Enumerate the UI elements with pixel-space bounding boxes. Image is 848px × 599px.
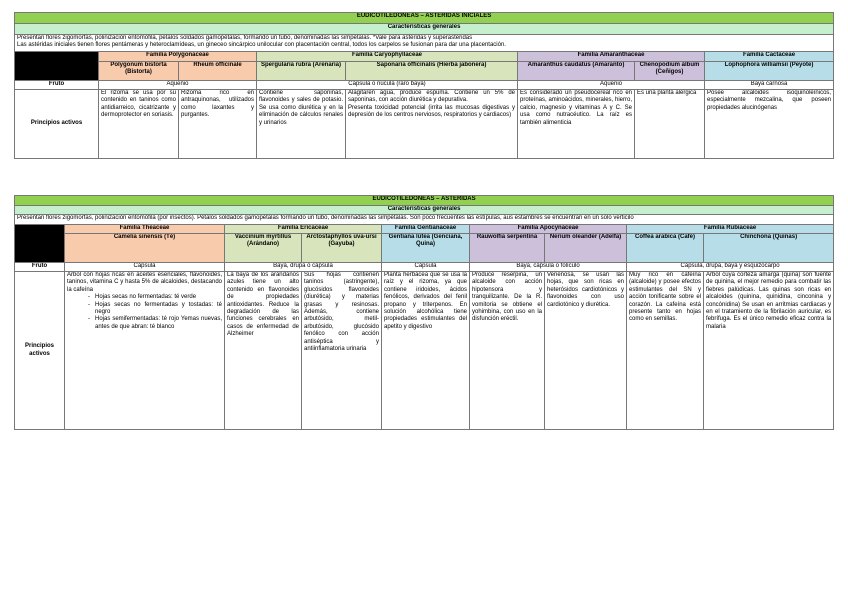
species-header: Chinchona (Quinas) (704, 234, 834, 263)
fruit-value: Baya carnosa (705, 81, 834, 90)
principle-cell: El rizoma se usa por su contenido en taninos como antidiarreico, cicatrizante y dermoprotector en soriasis. (99, 90, 179, 159)
principle-cell: Árbol con hojas ricas en aceites esenciales, flavonoides, taninos, vitamina C y hasta 5% de alcaloides, destacando la cafeína - Hojas secas no fermentadas: té verde - Hojas secas no fermentadas y tostadas: té negro - Hojas semifermentadas: té rojo Yemas nuevas, antes de que abran: té blanco (65, 272, 225, 430)
family-header: Familia Amaranthaceae (518, 52, 705, 62)
family-header: Familia Rubiaceae (627, 225, 834, 234)
list-item: - Hojas semifermentadas: té rojo Yemas nuevas, antes de que abran: té blanco (95, 316, 222, 331)
principle-cell: Venenosa, se usan las hojas, que son ricas en heterósidos cardiotónicos y flavonoides con uso cardiotónico y diurética. (545, 272, 627, 430)
species-header: Arctostaphyllos uva-ursi (Gayuba) (302, 234, 382, 263)
fruit-value: Cápsula (382, 263, 470, 272)
fruit-value: Cápsula o núcula (raro baya) (257, 81, 518, 90)
list-item: - Hojas secas no fermentadas y tostadas: té negro (95, 302, 222, 317)
fruit-value: Cápsula, drupa, baya y esquizocarpo (627, 263, 834, 272)
list-item: - Hojas secas no fermentadas: té verde (95, 294, 222, 301)
principles-label: Principios activos (15, 272, 65, 430)
species-header: Saponaria officinalis (Hierba jabonera) (346, 62, 518, 81)
fruit-label: Fruto (15, 263, 65, 272)
principle-cell: Posee alcaloides isoquinoleínicos, especialmente mezcalina, que poseen propiedades alucinógenas (705, 90, 834, 159)
fruit-value: Aquenio (518, 81, 705, 90)
fruit-value: Baya, drupa o cápsula (225, 263, 382, 272)
asteridas-iniciales-table (14, 12, 834, 159)
principle-cell: Es una planta alérgica (635, 90, 705, 159)
principle-cell: Sus hojas contienen taninos (astringente), glucósidos flavonoides (diurética) y materias grasas y resinosas. Además, contiene arbutósido, metil-arbutósido, glucósido fenólico con acción antiséptica y antiinflamatoria urinaria (302, 272, 382, 430)
corner-cell (15, 225, 65, 263)
family-header: Familia Cactaceae (705, 52, 834, 62)
family-header: Familia Theaceae (65, 225, 225, 234)
species-header: Rauwolfia serpentina (470, 234, 545, 263)
species-header: Vaccinium myrtillus (Arándano) (225, 234, 302, 263)
principles-label: Principios activos (15, 90, 99, 159)
table-title: EUDICOTILEDÓNEAS – ASTÉRIDAS (15, 196, 834, 206)
principle-cell: Es considerado un pseudocereal rico en proteínas, aminoácidos, minerales, hierro, calcio, magnesio y vitaminas A y C. Se usa como nutracéutico. La raíz es también alimenticia (518, 90, 635, 159)
species-header: Spergularia rubra (Arenaria) (257, 62, 346, 81)
species-header: Nerium oleander (Adelfa) (545, 234, 627, 263)
tea-types-list (67, 294, 222, 331)
family-header: Familia Polygonaceae (99, 52, 257, 62)
fruit-value: Aquenio (99, 81, 257, 90)
general-text: Presentan flores zigomorfas, polinización entomófila (por insectos). Pétalos soldados gamopétalas formando un tubo, denominadas las simpétalas. Son poco frecuentes las estípulas, aus estambres se encuentran en un solo verticilo (15, 215, 834, 225)
principle-cell: Produce reserpina, un alcaloide con acción hipotensora y tranquilizante. De la R. vomitoria se obtiene el yohimbina, con uso en la disfunción eréctil. (470, 272, 545, 430)
species-header: Polygonum bistorta (Bistorta) (99, 62, 179, 81)
family-header: Familia Ericaceae (225, 225, 382, 234)
species-header: Camelia sinensis (Té) (65, 234, 225, 263)
fruit-value: Baya, cápsula o folículo (470, 263, 627, 272)
corner-cell (15, 52, 99, 81)
principle-cell: Alagitaren agua, produce espuma. Contiene un 5% de saponinas, con acción diurética y depurativa. Presenta toxicidad potencial (irrita las mucosas digestivas y depresión de los centros nerviosos, respiratorios y cardiacos) (346, 90, 518, 159)
table-title: EUDICOTILEDÓNEAS – ASTÉRIDAS INICIALES (15, 13, 834, 24)
principle-cell: Contiene saponinas, flavonoides y sales de potasio. Se usa como diurética y en la eliminación de cálculos renales y urinarios (257, 90, 346, 159)
principle-cell: La baya de los arándanos azules tiene un alto contenido en flavonoides de propiedades antioxidantes. Reduce la degradación de las funciones cerebrales en casos de enfermedad de Alzheimer (225, 272, 302, 430)
principle-cell: Muy rico en cafeína (alcaloide) y posee efectos estimulantes del SN y acción tonificante sobre el corazón. La cafeína está presente tanto en hojas como en semillas. (627, 272, 704, 430)
principle-cell: Rizoma rico en antraquinonas, utilizados como laxantes y purgantes. (179, 90, 257, 159)
species-header: Lophophora williamsii (Peyote) (705, 62, 834, 81)
species-header: Rheum officinale (179, 62, 257, 81)
fruit-value: Cápsula (65, 263, 225, 272)
general-text: Presentan flores zigomorfas, polinización entomófila, pétalos soldados gamopétalas, formando un tubo, denominadas las simpétalas. *Vale para astéridas y superastéridas Las astéridas iniciales tienen flores pentámeras y heteroclamídeas, un gineceo sincárpico unilocular con placentación central, todos los carpelos se fusionan para dar una placentación. (15, 35, 834, 52)
family-header: Familia Gentianaceae (382, 225, 470, 234)
species-header: Coffea arabica (Café) (627, 234, 704, 263)
family-header: Familia Apocynaceae (470, 225, 627, 234)
principle-cell: Planta herbácea que se usa la raíz y el rizoma, ya que contiene iridoides, ácidos fenólicos, derivados del fenil propano y triterpenos. En solución alcohólica tiene propiedades estimulantes del apetito y digestivo (382, 272, 470, 430)
fruit-label: Fruto (15, 81, 99, 90)
general-label: Características generales (15, 206, 834, 215)
principle-cell: Árbol cuya corteza amarga (quina) son fuente de quinina, el mejor remedio para combatir las fiebres palúdicas. Las quinas son ricas en alcaloides (quinina, quinidina, cinconina y concónidina) Se usan en arritmias cardiacas y en el tratamiento de la fibrilación auricular, es febrífuga. Es el único remedio eficaz contra la malaria (704, 272, 834, 430)
family-header: Familia Caryophyllaceae (257, 52, 518, 62)
species-header: Chenopodium álbum (Ceñigos) (635, 62, 705, 81)
species-header: Amaranthus caudatus (Amaranto) (518, 62, 635, 81)
species-header: Gentiana lútea (Genciana, Quina) (382, 234, 470, 263)
asteridas-table (14, 195, 834, 430)
general-label: Características generales (15, 24, 834, 35)
